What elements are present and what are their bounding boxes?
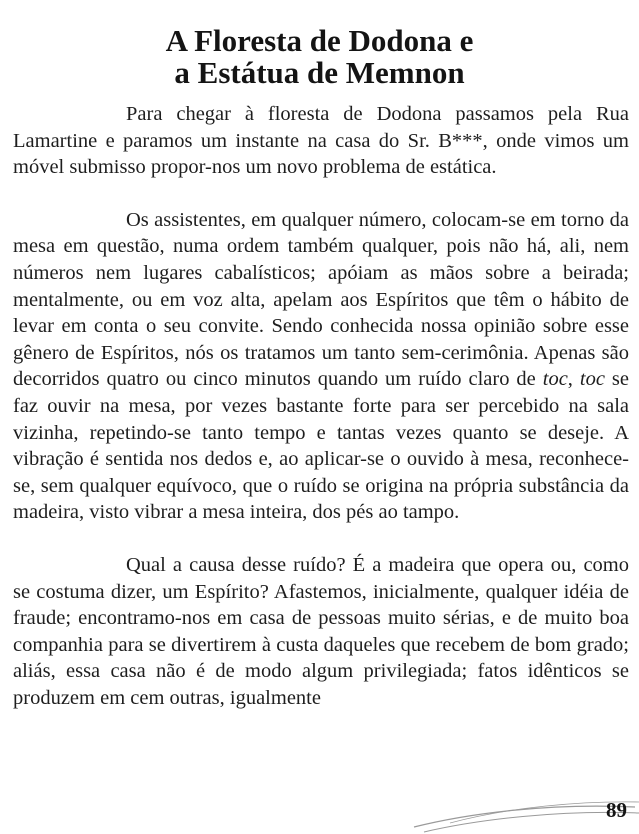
chapter-title-line-1: A Floresta de Dodona e [165,22,474,58]
page-number: 89 [606,798,627,822]
chapter-title [0,22,639,90]
paragraph-2-part-2: se faz ouvir na mesa, por vezes bastante forte para ser percebido na sala vizinha, repetindo-se tanto tempo e tantas vezes quanto se deseje. A vibração é sentida nos dedos e, ao aplicar-se o ouvido à mesa, reconhece-se, sem qualquer equívoco, que o ruído se origina na própria substância da madeira, visto vibrar a mesa inteira, dos pés ao tampo. [13,368,630,524]
paragraph-2-separator: , [567,368,580,391]
italic-toc-1: toc [542,368,568,391]
paragraph-2 [13,207,629,526]
italic-toc-2: toc [579,368,605,391]
body-text [13,101,629,711]
chapter-title-line-2: a Estátua de Memnon [174,54,465,90]
paragraph-3: Qual a causa desse ruído? É a madeira que opera ou, como se costuma dizer, um Espírito? Afastemos, inicialmente, qualquer idéia de fraude; encontramo-nos em casa de pessoas muito sérias, e de muito boa companhia para se divertirem à custa daqueles que recebem de bom grado; aliás, essa casa não é de modo algum privilegiada; fatos idênticos se produzem em cem outras, igualmente [13,553,629,709]
paragraph-2-part-1: Os assistentes, em qualquer número, colocam-se em torno da mesa em questão, numa ordem também qualquer, pois não há, ali, nem números nem lugares cabalísticos; apóiam as mãos sobre a beirada; mentalmente, ou em voz alta, apelam aos Espíritos que têm o hábito de levar em conta o seu convite. Sendo conhecida nossa opinião sobre esse gênero de Espíritos, nós os tratamos um tanto sem-cerimônia. Apenas são decorridos quatro ou cinco minutos quando um ruído claro de [13,208,629,391]
footer-swoosh-ornament [410,793,639,834]
paragraph-1: Para chegar à floresta de Dodona passamos pela Rua Lamartine e paramos um instante na casa do Sr. B***, onde vimos um móvel submisso propor-nos um novo problema de estática. [13,103,629,179]
